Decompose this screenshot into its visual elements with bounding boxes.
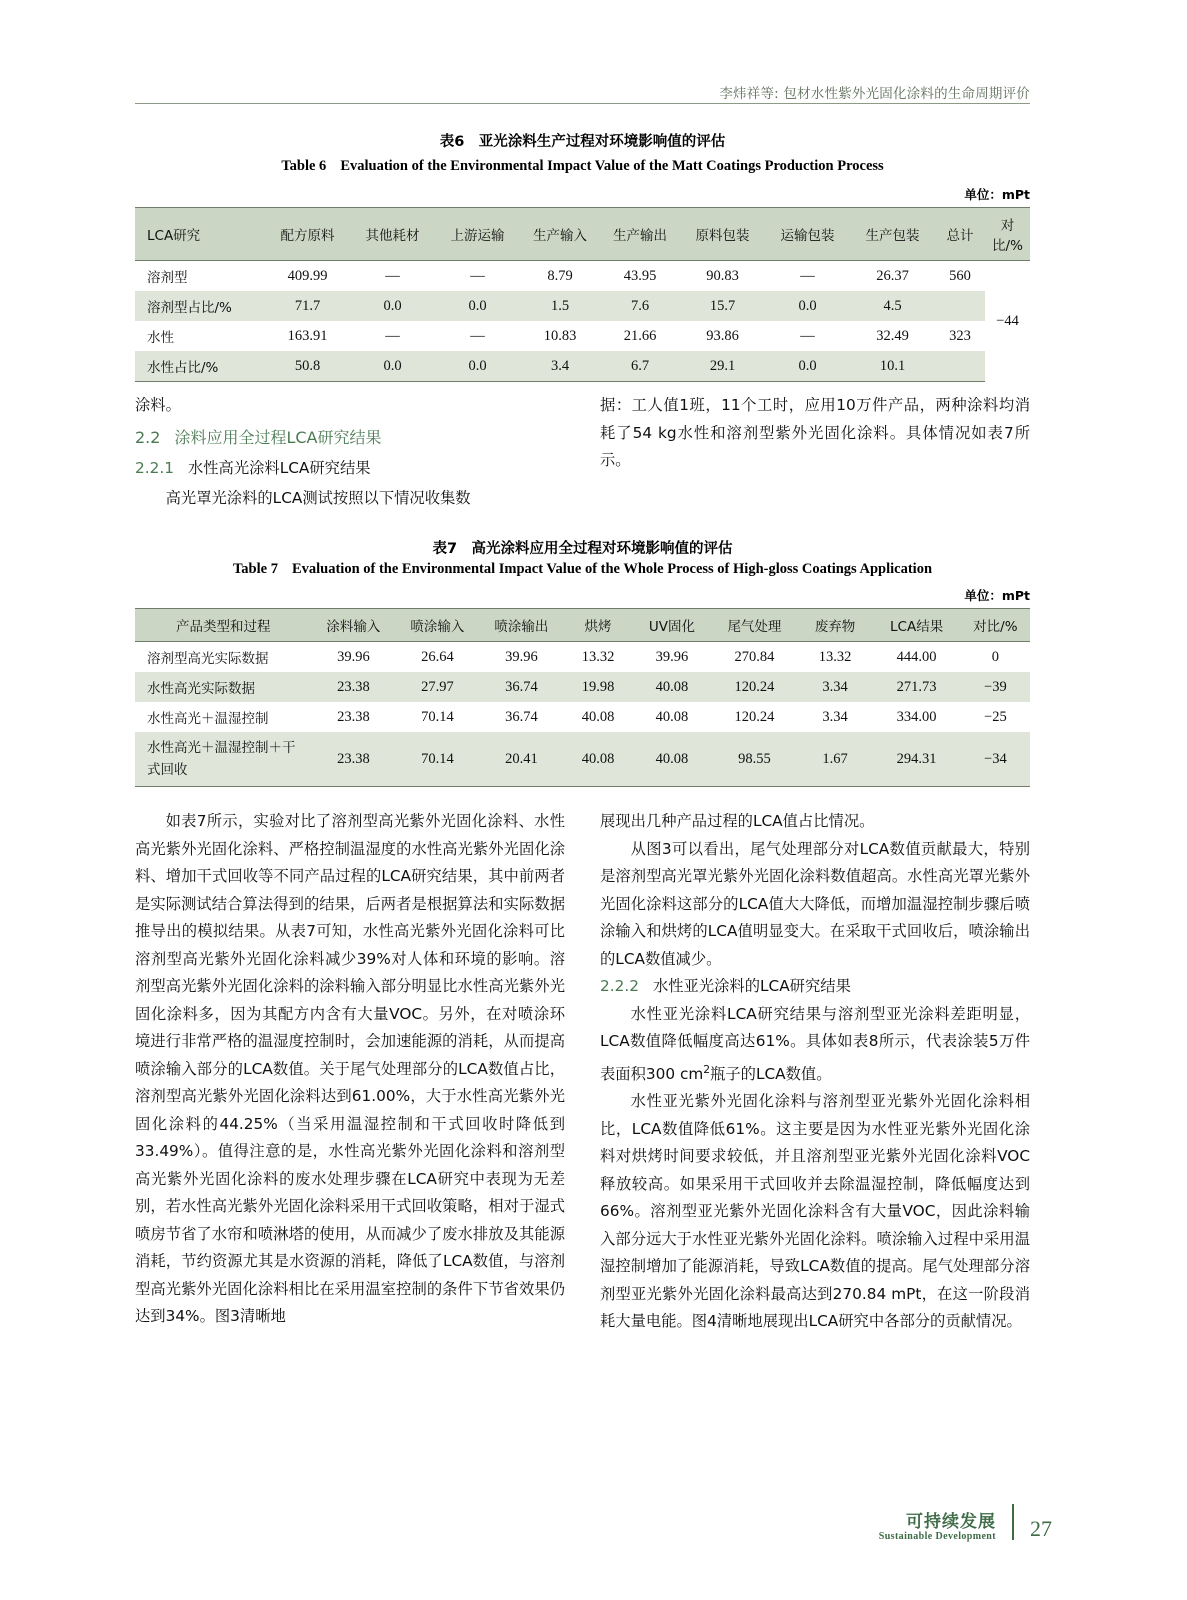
footer — [879, 1504, 1052, 1542]
table6-header-cell: 生产输入 — [520, 208, 600, 261]
table6-grid — [135, 207, 1030, 382]
section-heading-2-2-1 — [135, 455, 565, 483]
carryover-text: 涂料。 — [135, 396, 181, 414]
table6-header-row — [135, 208, 1030, 261]
mid-left-paragraph: 高光罩光涂料的LCA测试按照以下情况收集数 — [165, 488, 471, 507]
table6-cell: — — [385, 327, 400, 344]
table6 — [135, 207, 1030, 382]
page-number: 27 — [1030, 1516, 1052, 1541]
mid-right-column — [600, 392, 1030, 475]
table7-caption-en — [135, 561, 1030, 578]
table7-cell: 1.67 — [798, 732, 873, 787]
table6-cell: 8.79 — [547, 267, 573, 284]
table7-cell: 水性高光＋温湿控制 — [147, 711, 269, 727]
table-row — [135, 672, 1030, 702]
table7-grid — [135, 608, 1030, 787]
table6-cell: 163.91 — [287, 327, 328, 344]
table6-header-cell: 上游运输 — [435, 208, 520, 261]
table-row — [135, 321, 1030, 351]
table7-cell: 40.08 — [581, 708, 615, 725]
table7-header-cell: 尾气处理 — [711, 609, 797, 642]
table7-cell: 13.32 — [818, 648, 852, 665]
table6-cell: 32.49 — [876, 327, 909, 344]
table7-cell: 40.08 — [633, 732, 712, 787]
subsection-title: 水性亚光涂料的LCA研究结果 — [652, 977, 851, 995]
table6-cell: 0.0 — [350, 291, 435, 321]
table7-cell: 39.96 — [337, 648, 370, 665]
table7-unit: 单位：mPt — [964, 588, 1030, 603]
table6-caption-en — [135, 158, 1030, 175]
table7-cell: 23.38 — [311, 732, 395, 787]
table7-header-cell: 喷涂输入 — [395, 609, 479, 642]
table6-header-cell: 配方原料 — [265, 208, 350, 261]
table6-cell: 溶剂型占比/% — [135, 291, 265, 321]
table7-header-cell: LCA结果 — [872, 609, 960, 642]
table6-cell: 90.83 — [706, 267, 739, 284]
table6-cell: 水性 — [147, 330, 174, 346]
section-title: 涂料应用全过程LCA研究结果 — [174, 427, 382, 447]
table7-cell: 271.73 — [872, 672, 960, 702]
table6-contrast-merged: −44 — [996, 312, 1019, 329]
table7-cell: 270.84 — [734, 648, 775, 665]
table6-header-cell: 生产包装 — [850, 208, 935, 261]
table7-cell: 水性高光实际数据 — [135, 672, 311, 702]
table7-cell: 39.96 — [505, 648, 538, 665]
table7-header-cell: 烘烤 — [563, 609, 632, 642]
footer-divider — [1012, 1504, 1014, 1540]
bottom-right-paragraph-4: 水性亚光紫外光固化涂料与溶剂型亚光紫外光固化涂料相比，LCA数值降低61%。这主要是因为水性亚光紫外光固化涂料对烘烤时间要求较低，并且溶剂型亚光紫外光固化涂料VOC释放较高。如果采用干式回收并去除温湿控制，降低幅度达到66%。溶剂型亚光紫外光固化涂料含有大量VOC，因此涂料输入部分远大于水性亚光紫外光固化涂料。喷涂输入过程中采用温湿控制增加了能源消耗，导致LCA数值的提高。尾气处理部分溶剂型亚光紫外光固化涂料最高达到270.84 mPt，在这一阶段消耗大量电能。图4清晰地展现出LCA研究中各部分的贡献情况。 — [600, 1092, 1030, 1331]
table6-header-cell: LCA研究 — [135, 208, 265, 261]
para3-superscript: 2 — [703, 1062, 711, 1076]
table6-cell: 0.0 — [765, 351, 850, 382]
table7-cell: 溶剂型高光实际数据 — [147, 651, 269, 667]
table6-cell: 0.0 — [435, 291, 520, 321]
table7-cell: 40.08 — [563, 732, 632, 787]
table7-cell: 294.31 — [872, 732, 960, 787]
subsection-number: 2.2.1 — [135, 459, 174, 477]
table7-cell: 120.24 — [734, 708, 775, 725]
table6-cell: 409.99 — [287, 267, 328, 284]
journal-logo — [878, 1511, 996, 1542]
table7-cell: 444.00 — [896, 648, 937, 665]
table6-cell: 0.0 — [350, 351, 435, 382]
table7-cell: 13.32 — [581, 648, 615, 665]
table6-cell: 7.6 — [600, 291, 680, 321]
subsection-title: 水性高光涂料LCA研究结果 — [187, 459, 371, 477]
table7-header-row — [135, 609, 1030, 642]
table7-cell: −39 — [961, 672, 1030, 702]
table7-header-cell: 对比/% — [961, 609, 1030, 642]
table6-cell: 1.5 — [520, 291, 600, 321]
table7-cell: 334.00 — [896, 708, 937, 725]
table6-cell: 溶剂型 — [147, 270, 188, 286]
running-head: 李炜祥等: 包材水性紫外光固化涂料的生命周期评价 — [719, 86, 1030, 102]
table6-cell: — — [800, 327, 815, 344]
table-row — [135, 261, 1030, 292]
table7-header-cell: 涂料输入 — [311, 609, 395, 642]
table6-caption-cn: 表6 亚光涂料生产过程对环境影响值的评估 — [439, 134, 726, 150]
table6-cell: 10.1 — [850, 351, 935, 382]
table7-cell: 23.38 — [311, 672, 395, 702]
table6-caption-en-text: Evaluation of the Environmental Impact Value of the Matt Coatings Production Process — [340, 158, 884, 174]
table6-cell: 15.7 — [680, 291, 765, 321]
table-row — [135, 291, 1030, 321]
table6-cell: — — [385, 267, 400, 284]
table6-cell: 0.0 — [435, 351, 520, 382]
table6-cell: 50.8 — [265, 351, 350, 382]
table6-cell — [935, 351, 985, 382]
table7-cell: 3.34 — [822, 708, 848, 725]
table7-cell: 70.14 — [421, 708, 454, 725]
table7-cell: 36.74 — [505, 708, 538, 725]
table7-cell: 19.98 — [563, 672, 632, 702]
table7-cell: 水性高光＋温湿控制＋干式回收 — [135, 732, 311, 787]
subsection-number: 2.2.2 — [600, 977, 639, 995]
bottom-right-paragraph-1: 展现出几种产品过程的LCA值占比情况。 — [600, 812, 875, 830]
mid-left-column — [135, 392, 565, 512]
table6-header-cell: 其他耗材 — [350, 208, 435, 261]
table7 — [135, 608, 1030, 787]
table7-cell: −34 — [961, 732, 1030, 787]
table6-cell: 29.1 — [680, 351, 765, 382]
bottom-left-column — [135, 808, 565, 1331]
table6-caption-en-label: Table 6 — [281, 158, 327, 174]
table7-cell: 40.08 — [655, 708, 689, 725]
table6-header-cell: 原料包装 — [680, 208, 765, 261]
table7-header-cell: 产品类型和过程 — [135, 609, 311, 642]
table7-cell: 98.55 — [711, 732, 797, 787]
table7-cell: 39.96 — [655, 648, 689, 665]
table6-cell: 4.5 — [850, 291, 935, 321]
table6-header-cell: 生产输出 — [600, 208, 680, 261]
table6-cell: — — [470, 327, 485, 344]
table7-cell: −25 — [984, 708, 1007, 725]
table6-cell: 560 — [949, 267, 971, 284]
journal-logo-en: Sustainable Development — [878, 1530, 996, 1542]
table7-caption-cn: 表7 高光涂料应用全过程对环境影响值的评估 — [432, 541, 733, 557]
header-rule — [135, 103, 1030, 104]
table6-cell: 0.0 — [765, 291, 850, 321]
table6-header-cell: 运输包装 — [765, 208, 850, 261]
journal-logo-cn: 可持续发展 — [906, 1511, 996, 1532]
table7-cell: 40.08 — [633, 672, 712, 702]
table7-cell: 27.97 — [395, 672, 479, 702]
table7-cell: 120.24 — [711, 672, 797, 702]
table6-unit: 单位：mPt — [964, 187, 1030, 202]
table7-cell: 23.38 — [337, 708, 370, 725]
bottom-right-column — [600, 808, 1030, 1336]
table7-header-cell: UV固化 — [633, 609, 712, 642]
table6-cell: 71.7 — [265, 291, 350, 321]
para3-part-b: 瓶子的LCA数值。 — [710, 1064, 832, 1083]
table7-cell: 70.14 — [395, 732, 479, 787]
table6-cell: 6.7 — [600, 351, 680, 382]
table6-cell: 21.66 — [623, 327, 657, 344]
section-heading-2-2 — [135, 424, 565, 452]
table-row — [135, 732, 1030, 787]
table6-cell: — — [800, 267, 815, 284]
table7-cell: 36.74 — [479, 672, 563, 702]
table6-cell: 水性占比/% — [135, 351, 265, 382]
table7-header-cell: 废弃物 — [798, 609, 873, 642]
table7-cell: 26.64 — [421, 648, 454, 665]
table6-header-cell: 总计 — [935, 208, 985, 261]
table6-cell: — — [470, 267, 485, 284]
section-heading-2-2-2 — [600, 973, 1030, 1001]
table6-cell — [935, 291, 985, 321]
table6-header-cell: 对比/% — [985, 208, 1030, 261]
table-row — [135, 351, 1030, 382]
table6-cell: 3.4 — [520, 351, 600, 382]
bottom-right-paragraph-2: 从图3可以看出，尾气处理部分对LCA数值贡献最大，特别是溶剂型高光罩光紫外光固化涂料数值超高。水性高光罩光紫外光固化涂料这部分的LCA值大大降低，而增加温湿控制步骤后喷涂输入和烘烤的LCA值明显变大。在采取干式回收后，喷涂输出的LCA数值减少。 — [600, 839, 1030, 968]
table7-caption-en-label: Table 7 — [232, 561, 278, 577]
table6-cell: 323 — [949, 327, 971, 344]
table6-cell: 10.83 — [543, 327, 577, 344]
table-row — [135, 702, 1030, 732]
section-number: 2.2 — [135, 427, 161, 447]
table7-cell: 20.41 — [479, 732, 563, 787]
bottom-left-paragraph-1: 如表7所示，实验对比了溶剂型高光紫外光固化涂料、水性高光紫外光固化涂料、严格控制温湿度的水性高光紫外光固化涂料、增加干式回收等不同产品过程的LCA研究结果，其中前两者是实际测试结合算法得到的结果，后两者是根据算法和实际数据推导出的模拟结果。从表7可知，水性高光紫外光固化涂料可比溶剂型高光紫外光固化涂料减少39%对人体和环境的影响。溶剂型高光紫外光固化涂料的涂料输入部分明显比水性高光紫外光固化涂料多，因为其配方内含有大量VOC。另外，在对喷涂环境进行非常严格的温湿度控制时，会加速能源的消耗，从而提高喷涂输入部分的LCA数值。关于尾气处理部分的LCA数值占比，溶剂型高光紫外光固化涂料达到61.00%，大于水性高光紫外光固化涂料的44.25%（当采用温湿控制和干式回收时降低到33.49%）。值得注意的是，水性高光紫外光固化涂料和溶剂型高光紫外光固化涂料的废水处理步骤在LCA研究中表现为无差别，若水性高光紫外光固化涂料采用干式回收策略，相对于湿式喷房节省了水帘和喷淋塔的使用，从而减少了废水排放及其能源消耗，节约资源尤其是水资源的消耗，降低了LCA数值，与溶剂型高光紫外光固化涂料相比在采用温室控制的条件下节省效果仍达到34%。图3清晰地 — [135, 812, 565, 1325]
table7-cell: 0 — [991, 648, 999, 665]
mid-right-paragraph: 据：工人值1班，11个工时，应用10万件产品，两种涂料均消耗了54 kg水性和溶剂型紫外光固化涂料。具体情况如表7所示。 — [600, 396, 1030, 469]
table7-caption-en-text: Evaluation of the Environmental Impact Value of the Whole Process of High-gloss Coatings Application — [291, 561, 933, 577]
table7-cell: 3.34 — [798, 672, 873, 702]
bottom-right-paragraph-3 — [600, 1001, 1030, 1089]
table6-cell: 93.86 — [706, 327, 739, 344]
table6-cell: 43.95 — [623, 267, 657, 284]
table6-cell: 26.37 — [876, 267, 909, 284]
table7-header-cell: 喷涂输出 — [479, 609, 563, 642]
table-row — [135, 642, 1030, 673]
para3-part-a: 水性亚光涂料LCA研究结果与溶剂型亚光涂料差距明显，LCA数值降低幅度高达61%。具体如表8所示，代表涂装5万件表面积300 cm — [600, 1004, 1030, 1083]
